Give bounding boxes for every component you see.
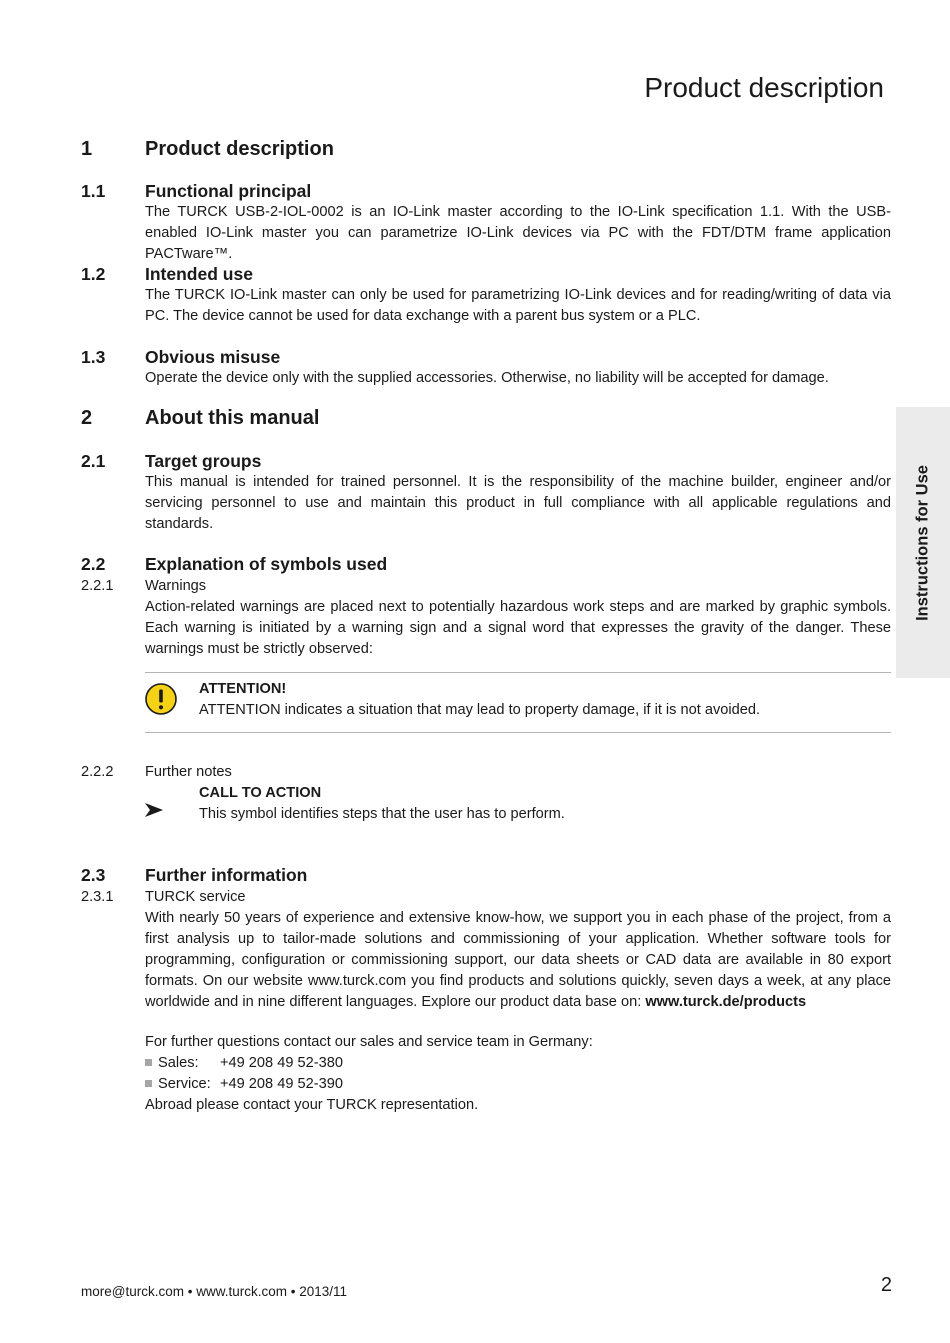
cta-title: CALL TO ACTION (199, 785, 322, 801)
section-1-1-title: Functional principal (145, 181, 312, 201)
section-2-2-1-number: 2.2.1 (81, 578, 114, 594)
sidebar-tab (896, 407, 950, 678)
section-2-1-text: This manual is intended for trained personnel. It is the responsibility of the machine builder, engineer and/or servicing personnel to use and maintain this product in full compliance with all applicable regulations and standards. (145, 474, 891, 532)
attention-bottom-rule (145, 732, 891, 733)
section-2-3-number: 2.3 (81, 865, 106, 885)
abroad-text: Abroad please contact your TURCK representation. (145, 1097, 479, 1113)
products-link[interactable]: www.turck.de/products (645, 994, 807, 1010)
section-2-2-1-title: Warnings (145, 578, 207, 594)
section-2-2-2-number: 2.2.2 (81, 764, 114, 780)
section-2-2-1-text: Action-related warnings are placed next to potentially hazardous work steps and are marked by graphic symbols. Each warning is initiated by a warning sign and a signal word that expresses the gravity of the danger. These warnings must be strictly observed: (145, 599, 891, 657)
section-1-1-text: The TURCK USB-2-IOL-0002 is an IO-Link master according to the IO-Link specification 1.1. With the USB-enabled IO-Link master you can parametrize IO-Link devices via PC with the FDT/DTM frame application PACTware™. (145, 204, 891, 262)
section-2-1-number: 2.1 (81, 451, 106, 471)
section-1-3-text: Operate the device only with the supplied accessories. Otherwise, no liability will be accepted for damage. (145, 370, 829, 386)
contact-intro: For further questions contact our sales and service team in Germany: (145, 1034, 593, 1050)
contact-service (145, 1074, 343, 1095)
section-1-3-number: 1.3 (81, 347, 106, 367)
cta-text: This symbol identifies steps that the user has to perform. (199, 806, 565, 822)
contact-service-phone: +49 208 49 52-390 (220, 1076, 343, 1092)
section-1-title: Product description (145, 138, 334, 160)
page-number: 2 (880, 1274, 892, 1296)
contact-sales-label: Sales: (158, 1055, 199, 1071)
section-2-3-1-title: TURCK service (145, 889, 246, 905)
section-1-1-number: 1.1 (81, 181, 106, 201)
contact-sales-phone: +49 208 49 52-380 (220, 1055, 343, 1071)
section-2-3-1-number: 2.3.1 (81, 889, 114, 905)
section-1-3-title: Obvious misuse (145, 347, 281, 367)
bullet-square-icon (145, 1080, 152, 1087)
section-2-3-1-body: With nearly 50 years of experience and extensive know-how, we support you in each phase of the project, from a first analysis up to tailor-made solutions and commissioning of your application. Whether software tools for programming, configuration or commissioning support, our data sheets or CAD data are available in 80 export formats. On our website www.turck.com you find products and solutions quickly, seven days a week, at any place worldwide and in nine different languages. Explore our product data base on: (145, 910, 891, 1010)
section-2-2-title: Explanation of symbols used (145, 554, 388, 574)
section-2-3-title: Further information (145, 865, 308, 885)
section-1-2-number: 1.2 (81, 264, 106, 284)
attention-title: ATTENTION! (199, 681, 287, 697)
sidebar-tab-label: Instructions for Use (913, 464, 932, 621)
contact-sales (145, 1053, 343, 1074)
section-2-2-number: 2.2 (81, 554, 106, 574)
section-2-3-1-text (145, 908, 891, 1013)
section-2-title: About this manual (145, 407, 320, 429)
section-2-1-title: Target groups (145, 451, 262, 471)
section-1-2-title: Intended use (145, 264, 253, 284)
attention-top-rule (145, 672, 891, 673)
section-2-number: 2 (81, 407, 93, 429)
section-1-2-text: The TURCK IO-Link master can only be used for parametrizing IO-Link devices and for reading/writing of data via PC. The device cannot be used for data exchange with a parent bus system or a PLC. (145, 287, 891, 324)
exclamation-warning-icon (145, 683, 177, 715)
page-header-title: Product description (644, 72, 884, 103)
arrow-right-icon (144, 800, 164, 824)
contact-service-label: Service: (158, 1076, 211, 1092)
attention-text: ATTENTION indicates a situation that may lead to property damage, if it is not avoided. (199, 702, 761, 718)
bullet-square-icon (145, 1059, 152, 1066)
section-2-2-2-title: Further notes (145, 764, 232, 780)
section-1-number: 1 (81, 138, 93, 160)
footer-contact: more@turck.com • www.turck.com • 2013/11 (81, 1284, 347, 1299)
